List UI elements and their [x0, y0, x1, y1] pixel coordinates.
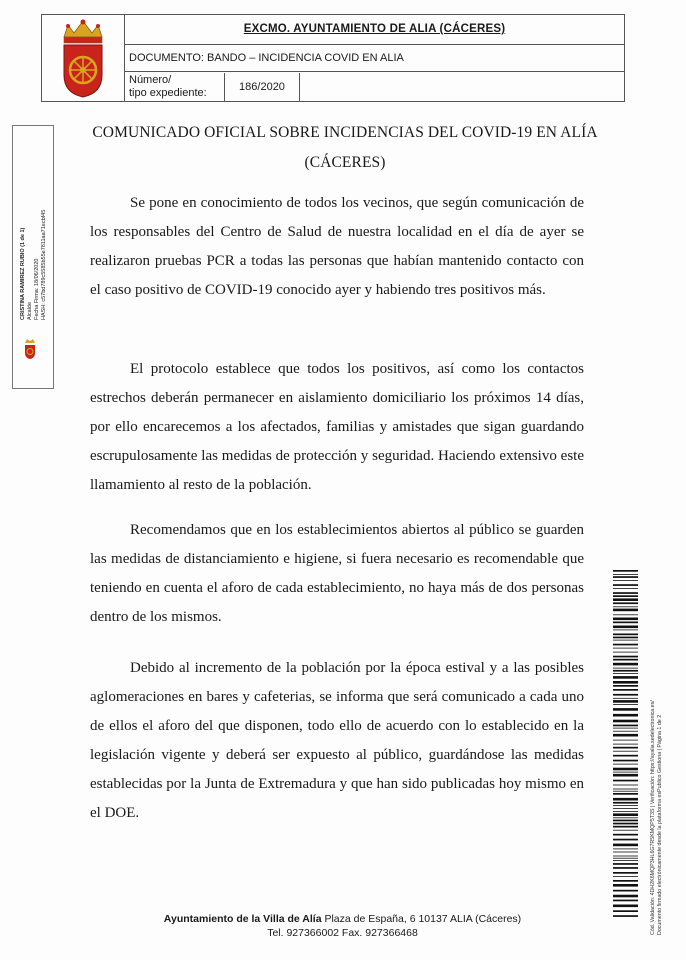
file-number-label — [129, 73, 224, 100]
barcode-bar — [613, 826, 638, 828]
barcode-bar — [613, 570, 638, 572]
document-header — [41, 14, 625, 102]
barcode-bar — [613, 670, 638, 672]
barcode-bar — [613, 793, 638, 795]
barcode-bar — [613, 849, 638, 850]
barcode-bar — [613, 689, 638, 691]
barcode-bar — [613, 728, 638, 729]
footer-address: Plaza de España, 6 10137 ALIA (Cáceres) — [321, 913, 522, 925]
barcode-bar — [613, 673, 638, 674]
barcode-bar — [613, 789, 638, 790]
crest-cell — [42, 15, 125, 101]
barcode-bar — [613, 681, 638, 684]
barcode-bar — [613, 614, 638, 615]
barcode-bar — [613, 872, 638, 874]
signature-hash: HASH: c57bd789c5585b55e7811aa71ecbf45 — [41, 209, 47, 320]
barcode-bar — [613, 714, 638, 717]
barcode-bar — [613, 910, 638, 912]
barcode-bar — [613, 580, 638, 581]
signature-date: Fecha Firma: 18/06/2020 — [34, 258, 40, 320]
barcode-bar — [613, 890, 638, 892]
municipal-crest-icon — [42, 15, 124, 101]
barcode-bar — [613, 780, 638, 782]
barcode-bar — [613, 659, 638, 661]
barcode-graphic — [613, 570, 638, 920]
file-number-row — [125, 73, 624, 101]
barcode-bar — [613, 626, 638, 629]
barcode-bar — [613, 595, 638, 597]
document-type: DOCUMENTO: BANDO – INCIDENCIA COVID EN ALIA — [125, 45, 624, 72]
paragraph-2: El protocolo establece que todos los positivos, así como los contactos estrechos deberán permanecer en aislamiento domiciliario los próximos 14 días, por ello encarecemos a los afectados, familias y amistades que sigan guardando escrupulosamente las medidas de protección y seguridad. Haciendo extensivo este llamamiento al resto de la población. — [90, 361, 584, 493]
barcode-bar — [613, 830, 638, 831]
barcode-bar — [613, 876, 638, 877]
barcode-bar — [613, 905, 638, 908]
paragraph-4: Debido al incremento de la población por la época estival y a las posibles aglomeraciones en bares y cafeterias, se informa que será comunicado a cada uno de ellos el aforo del que disponen, todo ello de acuerdo con lo establecido en la legislación vigente y deberá ser expuesto al público, guardándose las medidas establecidas por la Junta de Extremadura y que han sido publicadas hoy mismo en el DOE. — [90, 660, 584, 821]
barcode-bar — [613, 648, 638, 649]
signature-stamp-text — [20, 210, 48, 320]
barcode-bar — [613, 584, 638, 586]
barcode-bar — [613, 880, 638, 882]
mini-crest-icon — [23, 338, 37, 360]
barcode-bar — [613, 802, 638, 804]
barcode-bar — [613, 740, 638, 741]
barcode-bar — [613, 618, 638, 621]
barcode-bar — [613, 744, 638, 745]
file-number-value: 186/2020 — [224, 73, 300, 101]
verification-text — [650, 700, 664, 935]
barcode-bar — [613, 725, 638, 727]
barcode-bar — [613, 676, 638, 679]
barcode-bar — [613, 798, 638, 801]
barcode-bar — [613, 576, 638, 578]
barcode-bar — [613, 884, 638, 887]
barcode-bar — [613, 915, 638, 917]
barcode-bar — [613, 900, 638, 902]
barcode-bar — [613, 768, 638, 771]
barcode-bar — [613, 747, 638, 749]
barcode-bar — [613, 860, 638, 861]
verification-platform: Documento firmado electrónicamente desde la plataforma esPublico Gestiona | Página 1 de 2 — [657, 714, 663, 935]
barcode-bar — [613, 785, 638, 786]
barcode-bar — [613, 811, 638, 812]
barcode-bar — [613, 895, 638, 898]
barcode-bar — [613, 668, 638, 669]
barcode-bar — [613, 704, 638, 705]
barcode-bar — [613, 805, 638, 806]
barcode-bar — [613, 731, 638, 732]
entity-title: EXCMO. AYUNTAMIENTO DE ALIA (CÁCERES) — [125, 15, 624, 45]
barcode-bar — [613, 808, 638, 809]
barcode-bar — [613, 606, 638, 607]
barcode-bar — [613, 844, 638, 847]
barcode-bar — [613, 720, 638, 723]
barcode-bar — [613, 700, 638, 703]
barcode-bar — [613, 634, 638, 636]
barcode-bar — [613, 755, 638, 757]
barcode-bar — [613, 820, 638, 822]
barcode-bar — [613, 817, 638, 818]
barcode-bar — [613, 698, 638, 699]
barcode-bar — [613, 863, 638, 865]
signer-role: Alcalde — [27, 301, 33, 320]
barcode-bar — [613, 592, 638, 594]
barcode-bar — [613, 772, 638, 773]
barcode-bar — [613, 574, 638, 575]
signer-name: CRISTINA RAMIREZ RUBIO (1 de 1) — [20, 227, 26, 320]
barcode-bar — [613, 622, 638, 624]
document-footer — [120, 912, 565, 940]
barcode-bar — [613, 694, 638, 696]
paragraph-1: Se pone en conocimiento de todos los vecinos, que según comunicación de los responsables del Centro de Salud de nuestra localidad en el día de ayer se realizaron pruebas PCR a todas las personas que habían mantenido contacto con el caso positivo de COVID-19 conocido ayer y habiendo tres positivos más. — [90, 195, 584, 298]
barcode-bar — [613, 652, 638, 653]
file-number-label-line2: tipo expediente: — [129, 87, 207, 99]
barcode-bar — [613, 774, 638, 777]
barcode-bar — [613, 602, 638, 604]
barcode-bar — [613, 609, 638, 612]
footer-address-line — [120, 912, 565, 926]
barcode-bar — [613, 791, 638, 792]
barcode-bar — [613, 760, 638, 762]
barcode-bar — [613, 823, 638, 825]
footer-entity-name: Ayuntamiento de la Villa de Alía — [163, 913, 322, 925]
barcode-bar — [613, 685, 638, 687]
document-title: COMUNICADO OFICIAL SOBRE INCIDENCIAS DEL COVID-19 EN ALÍA (CÁCERES) — [92, 124, 598, 171]
barcode-bar — [613, 764, 638, 765]
barcode-bar — [613, 644, 638, 646]
barcode-bar — [613, 656, 638, 658]
barcode-bar — [613, 856, 638, 857]
barcode-bar — [613, 588, 638, 589]
barcode-bar — [613, 630, 638, 631]
barcode-bar — [613, 834, 638, 836]
barcode-bar — [613, 708, 638, 711]
paragraph-3: Recomendamos que en los establecimientos abiertos al público se guarden las medidas de distanciamiento e higiene, si fuera necesario es recomendable que teniendo en cuenta el aforo de cada establecimiento, no haya más de dos personas dentro de los mismos. — [90, 522, 584, 625]
barcode-bar — [613, 640, 638, 641]
barcode-bar — [613, 858, 638, 859]
barcode-bar — [613, 637, 638, 639]
barcode-bar — [613, 867, 638, 869]
barcode-bar — [613, 734, 638, 737]
barcode-bar — [613, 598, 638, 601]
barcode-bar — [613, 813, 638, 816]
barcode-bar — [613, 751, 638, 752]
verification-code: Cód. Validación: 4DH2K6MQP3HL6G7R5KMQP5T3S | Verificación: https://ayalia.sedelectronica.es/ — [650, 700, 656, 935]
barcode-bar — [613, 663, 638, 666]
footer-contact: Tel. 927366002 Fax. 927366468 — [267, 927, 418, 939]
barcode-bar — [613, 839, 638, 841]
barcode-bar — [613, 852, 638, 853]
file-number-label-line1: Número/ — [129, 74, 172, 86]
